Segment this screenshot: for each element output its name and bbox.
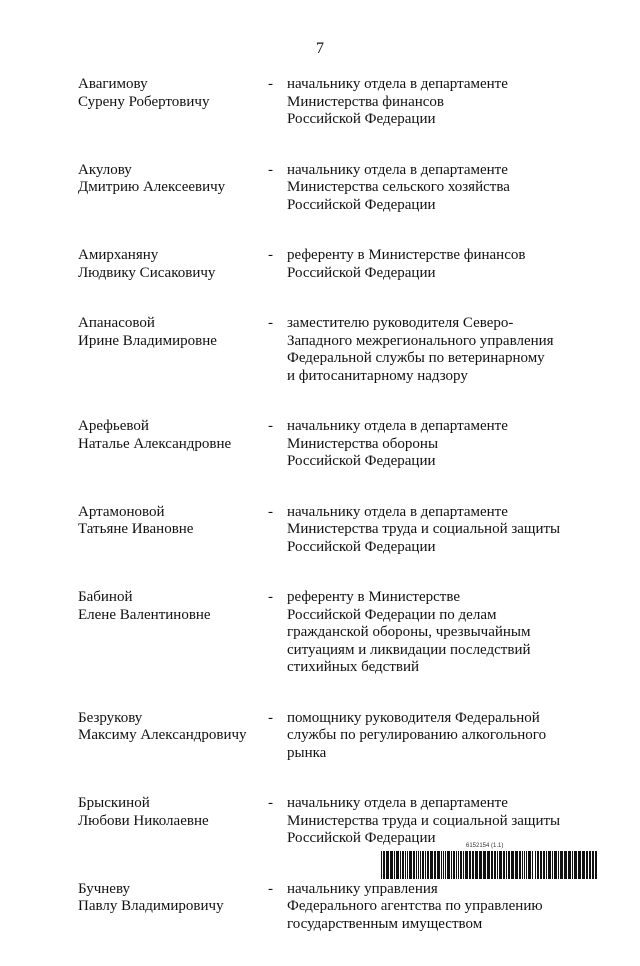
barcode-bar [511, 851, 514, 879]
barcode-bar [543, 851, 545, 879]
person-position-line: государственным имуществом [287, 915, 483, 932]
barcode-bar [453, 851, 455, 879]
barcode-caption: 6152154 (1.1) [466, 843, 504, 849]
person-position [287, 795, 598, 848]
barcode-bar [386, 851, 389, 879]
person-name-line: Арефьевой [78, 418, 149, 434]
person-position [287, 504, 598, 557]
list-item [78, 589, 598, 677]
person-name [78, 795, 268, 848]
separator-dash: - [268, 418, 273, 434]
barcode-bar [595, 851, 597, 879]
barcode-bar [526, 851, 527, 879]
separator-dash: - [268, 76, 273, 92]
separator-dash: - [268, 315, 273, 331]
list-item [78, 315, 598, 385]
barcode-bar [503, 851, 505, 879]
person-name [78, 76, 268, 129]
barcode-icon [380, 851, 598, 879]
person-position-line: помощнику руководителя Федеральной [287, 709, 540, 726]
barcode-bar [422, 851, 424, 879]
person-name [78, 315, 268, 385]
person-position-line: Российской Федерации по делам [287, 606, 497, 623]
person-position-line: начальнику управления [287, 880, 438, 897]
person-name-line: Артамоновой [78, 503, 165, 520]
barcode-bar [552, 851, 553, 879]
barcode-bar [546, 851, 547, 879]
page-number: 7 [316, 40, 324, 57]
person-name-line: Бучневу [78, 880, 131, 897]
person-position-line: заместителю руководителя Северо- [287, 315, 514, 331]
person-name-line: Безрукову [78, 709, 143, 726]
barcode-bar [574, 851, 577, 879]
barcode-bar [506, 851, 507, 879]
person-name [78, 162, 268, 215]
barcode-bar [494, 851, 496, 879]
barcode-bar [456, 851, 457, 879]
person-position-line: референту в Министерстве финансов [287, 247, 526, 263]
barcode-bar [427, 851, 429, 879]
appointee-list [78, 76, 598, 966]
person-position-line: референту в Министерстве [287, 589, 460, 605]
barcode-bar [586, 851, 588, 879]
barcode-bar [515, 851, 518, 879]
person-name-line: Амирханяну [78, 247, 159, 263]
barcode-bar [463, 851, 464, 879]
person-position-line: начальнику отдела в департаменте [287, 76, 508, 92]
person-name [78, 247, 268, 282]
barcode-bar [560, 851, 563, 879]
barcode-bar [582, 851, 585, 879]
person-position-line: рынка [287, 744, 327, 761]
barcode-bar [554, 851, 557, 879]
separator-dash: - [268, 880, 273, 897]
barcode-bar [508, 851, 510, 879]
person-position-line: Российской Федерации [287, 830, 436, 846]
barcode-bar [592, 851, 594, 879]
separator-dash: - [268, 795, 273, 811]
person-name-line: Павлу Владимировичу [78, 898, 224, 914]
barcode-bar [383, 851, 385, 879]
barcode-bar [491, 851, 493, 879]
person-name-line: Дмитрию Алексеевичу [78, 179, 226, 195]
person-position-line: Министерства сельского хозяйства [287, 179, 510, 195]
list-item [78, 76, 598, 129]
barcode-bar [441, 851, 442, 879]
barcode-bar [443, 851, 444, 879]
person-position-line: стихийных бедствий [287, 659, 420, 675]
barcode-bar [447, 851, 450, 879]
person-position-line: начальнику отдела в департаменте [287, 161, 508, 178]
person-name [78, 504, 268, 557]
list-item [78, 162, 598, 215]
barcode-bar [437, 851, 440, 879]
barcode-bar [572, 851, 573, 879]
person-position-line: Министерства обороны [287, 435, 439, 452]
person-position [287, 418, 598, 471]
separator-dash: - [268, 503, 273, 520]
separator-dash: - [268, 247, 273, 263]
barcode-bar [497, 851, 498, 879]
person-name-line: Любови Николаевне [78, 812, 209, 829]
person-name-line: Людвику Сисаковичу [78, 264, 216, 281]
list-item [78, 247, 598, 282]
separator-dash: - [268, 161, 273, 178]
person-name-line: Апанасовой [78, 315, 155, 331]
person-position-line: Российской Федерации [287, 453, 436, 469]
person-position-line: Российской Федерации [287, 264, 436, 281]
person-position [287, 76, 598, 129]
person-position-line: начальнику отдела в департаменте [287, 418, 508, 434]
barcode-bar [469, 851, 471, 879]
barcode-bar [479, 851, 482, 879]
person-position [287, 162, 598, 215]
barcode-bar [465, 851, 468, 879]
person-position-line: Федерального агентства по управлению [287, 898, 543, 914]
person-name-line: Сурену Робертовичу [78, 93, 210, 110]
barcode-bar [578, 851, 581, 879]
separator-dash: - [268, 709, 273, 726]
barcode-bar [535, 851, 536, 879]
barcode-bar [568, 851, 571, 879]
barcode-bar [413, 851, 415, 879]
person-position [287, 589, 598, 677]
list-item [78, 795, 598, 848]
person-position [287, 710, 598, 763]
person-position-line: Российской Федерации [287, 111, 436, 127]
person-position [287, 315, 598, 385]
person-position-line: и фитосанитарному надзору [287, 367, 468, 384]
person-position-line: Западного межрегионального управления [287, 332, 554, 349]
barcode-bar [409, 851, 412, 879]
person-position-line: ситуациям и ликвидации последствий [287, 641, 531, 658]
barcode-bar [434, 851, 436, 879]
person-name-line: Татьяне Ивановне [78, 521, 194, 537]
barcode-bar [472, 851, 474, 879]
person-name-line: Наталье Александровне [78, 435, 232, 452]
list-item [78, 881, 598, 934]
person-position [287, 247, 598, 282]
barcode-bar [420, 851, 421, 879]
barcode-bar [405, 851, 406, 879]
person-position-line: Министерства труда и социальной защиты [287, 812, 561, 829]
barcode-bar [528, 851, 531, 879]
barcode-bar [532, 851, 533, 879]
barcode-bar [537, 851, 539, 879]
barcode-bar [519, 851, 521, 879]
barcode-bar [381, 851, 382, 879]
list-item [78, 418, 598, 471]
person-name-line: Акулову [78, 161, 132, 178]
person-position-line: гражданской обороны, чрезвычайным [287, 624, 531, 640]
barcode-bar [430, 851, 433, 879]
barcode-bar [558, 851, 559, 879]
barcode-bar [540, 851, 542, 879]
person-name [78, 710, 268, 763]
barcode-bar [460, 851, 462, 879]
barcode-bar [564, 851, 567, 879]
barcode-bar [499, 851, 502, 879]
person-position-line: Федеральной службы по ветеринарному [287, 350, 545, 366]
barcode-bar [400, 851, 401, 879]
barcode-bar [451, 851, 452, 879]
barcode-bar [416, 851, 417, 879]
barcode-bar [396, 851, 399, 879]
person-name-line: Бабиной [78, 589, 133, 605]
list-item [78, 504, 598, 557]
person-position-line: Российской Федерации [287, 196, 436, 213]
barcode-bar [522, 851, 523, 879]
person-name [78, 589, 268, 677]
person-name [78, 881, 268, 934]
barcode-bar [425, 851, 426, 879]
barcode-bar [483, 851, 486, 879]
person-position-line: начальнику отдела в департаменте [287, 795, 508, 811]
barcode-bar [487, 851, 490, 879]
person-position-line: Министерства финансов [287, 93, 444, 110]
barcode-bar [524, 851, 525, 879]
barcode-bar [589, 851, 591, 879]
barcode-bar [418, 851, 419, 879]
list-item [78, 710, 598, 763]
person-name-line: Максиму Александровичу [78, 727, 247, 743]
person-name [78, 418, 268, 471]
barcode-bar [390, 851, 393, 879]
person-position-line: Министерства труда и социальной защиты [287, 521, 561, 537]
barcode-bar [394, 851, 395, 879]
person-name-line: Елене Валентиновне [78, 606, 211, 623]
person-position-line: службы по регулированию алкогольного [287, 727, 547, 743]
barcode-bar [475, 851, 478, 879]
person-name-line: Брыскиной [78, 795, 150, 811]
separator-dash: - [268, 589, 273, 605]
barcode-bar [407, 851, 408, 879]
barcode-bar [402, 851, 404, 879]
person-name-line: Авагимову [78, 76, 148, 92]
person-name-line: Ирине Владимировне [78, 332, 217, 349]
person-position-line: начальнику отдела в департаменте [287, 503, 508, 520]
person-position-line: Российской Федерации [287, 538, 436, 555]
barcode-bar [458, 851, 459, 879]
barcode-bar [445, 851, 446, 879]
barcode-bar [548, 851, 551, 879]
person-position [287, 881, 598, 934]
